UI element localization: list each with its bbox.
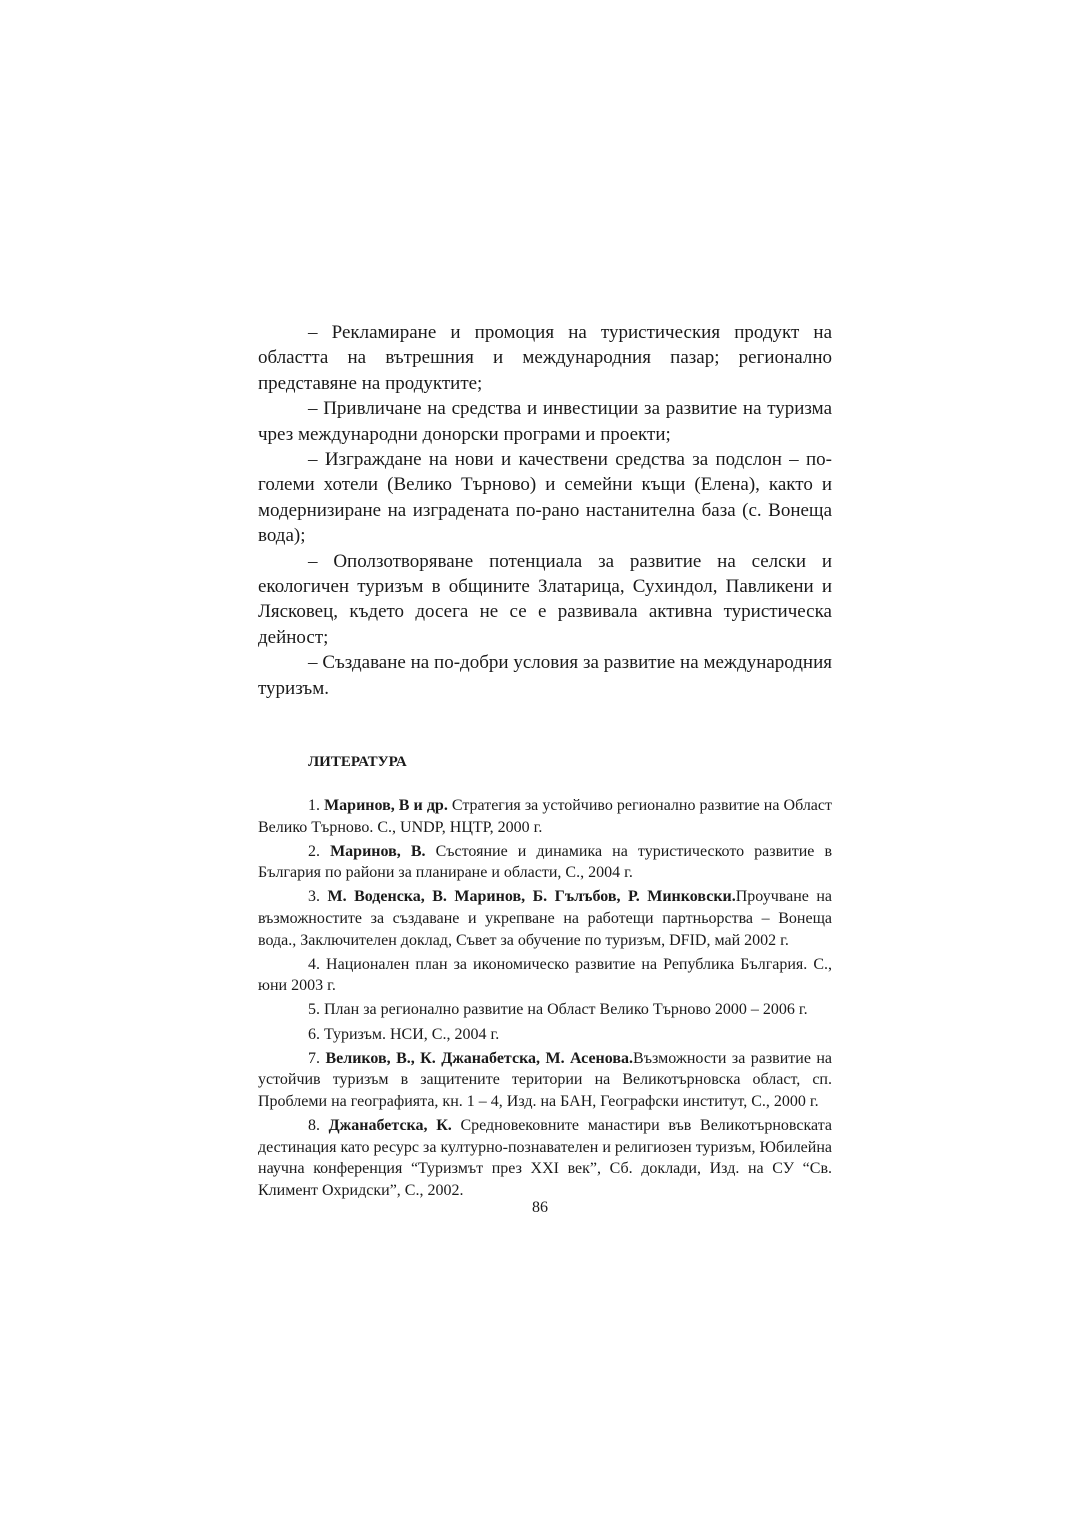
reference-item [258,954,832,997]
reference-text: Туризъм. НСИ, С., 2004 г. [324,1025,500,1043]
reference-authors: Джанабетска, К. [328,1116,452,1134]
reference-item [258,795,832,838]
reference-text: Национален план за икономическо развитие на Република България. С., юни 2003 г. [258,955,832,995]
reference-number: 6. [308,1025,320,1043]
reference-number: 4. [308,955,320,973]
reference-text: Средновековните манастири във Великотърновската дестинация като ресурс за културно-познавателен и религиозен туризъм, Юбилейна научна конференция “Туризмът през XXI век”, Сб. доклади, Изд. на СУ “Св. Климент Охридски”, С., 2002. [258,1116,832,1199]
reference-item [258,841,832,884]
reference-item [258,1048,832,1113]
body-paragraph: – Създаване на по-добри условия за развитие на международния туризъм. [258,652,832,699]
body-paragraph: – Оползотворяване потенциала за развитие на селски и екологичен туризъм в общините Златарица, Сухиндол, Павликени и Лясковец, където досега не се е развивала активна туристическа дейност; [258,550,832,648]
reference-item [258,999,832,1021]
page-number: 86 [532,1199,548,1216]
reference-text: Състояние и динамика на туристическото развитие в България по райони за планиране и области, С., 2004 г. [258,842,833,882]
body-text [258,320,832,701]
page-content [258,320,832,1204]
reference-authors: Маринов, В. [330,842,426,860]
reference-number: 1. [308,797,320,815]
reference-list [258,795,832,1201]
body-paragraph: – Привличане на средства и инвестиции за развитие на туризма чрез международни донорски програми и проекти; [258,398,832,445]
reference-text: Проучване на възможностите за създаване и укрепване на работещи партньорства – Вонеща вода., Заключителен доклад, Съвет за обучение по туризъм, DFID, май 2002 г. [258,888,832,949]
reference-number: 5. [308,1001,320,1019]
reference-text: Стратегия за устойчиво регионално развитие на Област Велико Търново. С., UNDP, НЦТР, 2000 г. [258,797,832,836]
body-paragraph: – Рекламиране и промоция на туристическия продукт на областта на вътрешния и международния пазар; регионално представяне на продуктите; [258,322,832,394]
reference-item [258,1115,832,1201]
reference-authors: Маринов, В и др. [324,797,448,815]
reference-number: 8. [308,1116,320,1134]
reference-text: План за регионално развитие на Област Велико Търново 2000 – 2006 г. [324,1001,808,1019]
reference-text: Възможности за развитие на устойчив туризъм в защитените територии на Великотърновска област, сп. Проблеми на географията, кн. 1 – 4, Изд. на БАН, Географски институт, С., 2000 г. [258,1049,833,1110]
reference-number: 3. [308,888,320,906]
reference-item [258,886,832,951]
reference-item [258,1024,832,1046]
reference-authors: Великов, В., К. Джанабетска, М. Асенова. [325,1049,634,1067]
reference-number: 7. [308,1049,320,1067]
reference-authors: М. Воденска, В. Маринов, Б. Гълъбов, Р. Минковски. [327,888,736,906]
body-paragraph: – Изграждане на нови и качествени средства за подслон – по-големи хотели (Велико Търново) и семейни къщи (Елена), както и модернизиране на изградената по-рано настанителна база (с. Вонеща вода); [258,449,832,547]
reference-number: 2. [308,842,320,860]
literature-heading: ЛИТЕРАТУРА [308,754,407,771]
